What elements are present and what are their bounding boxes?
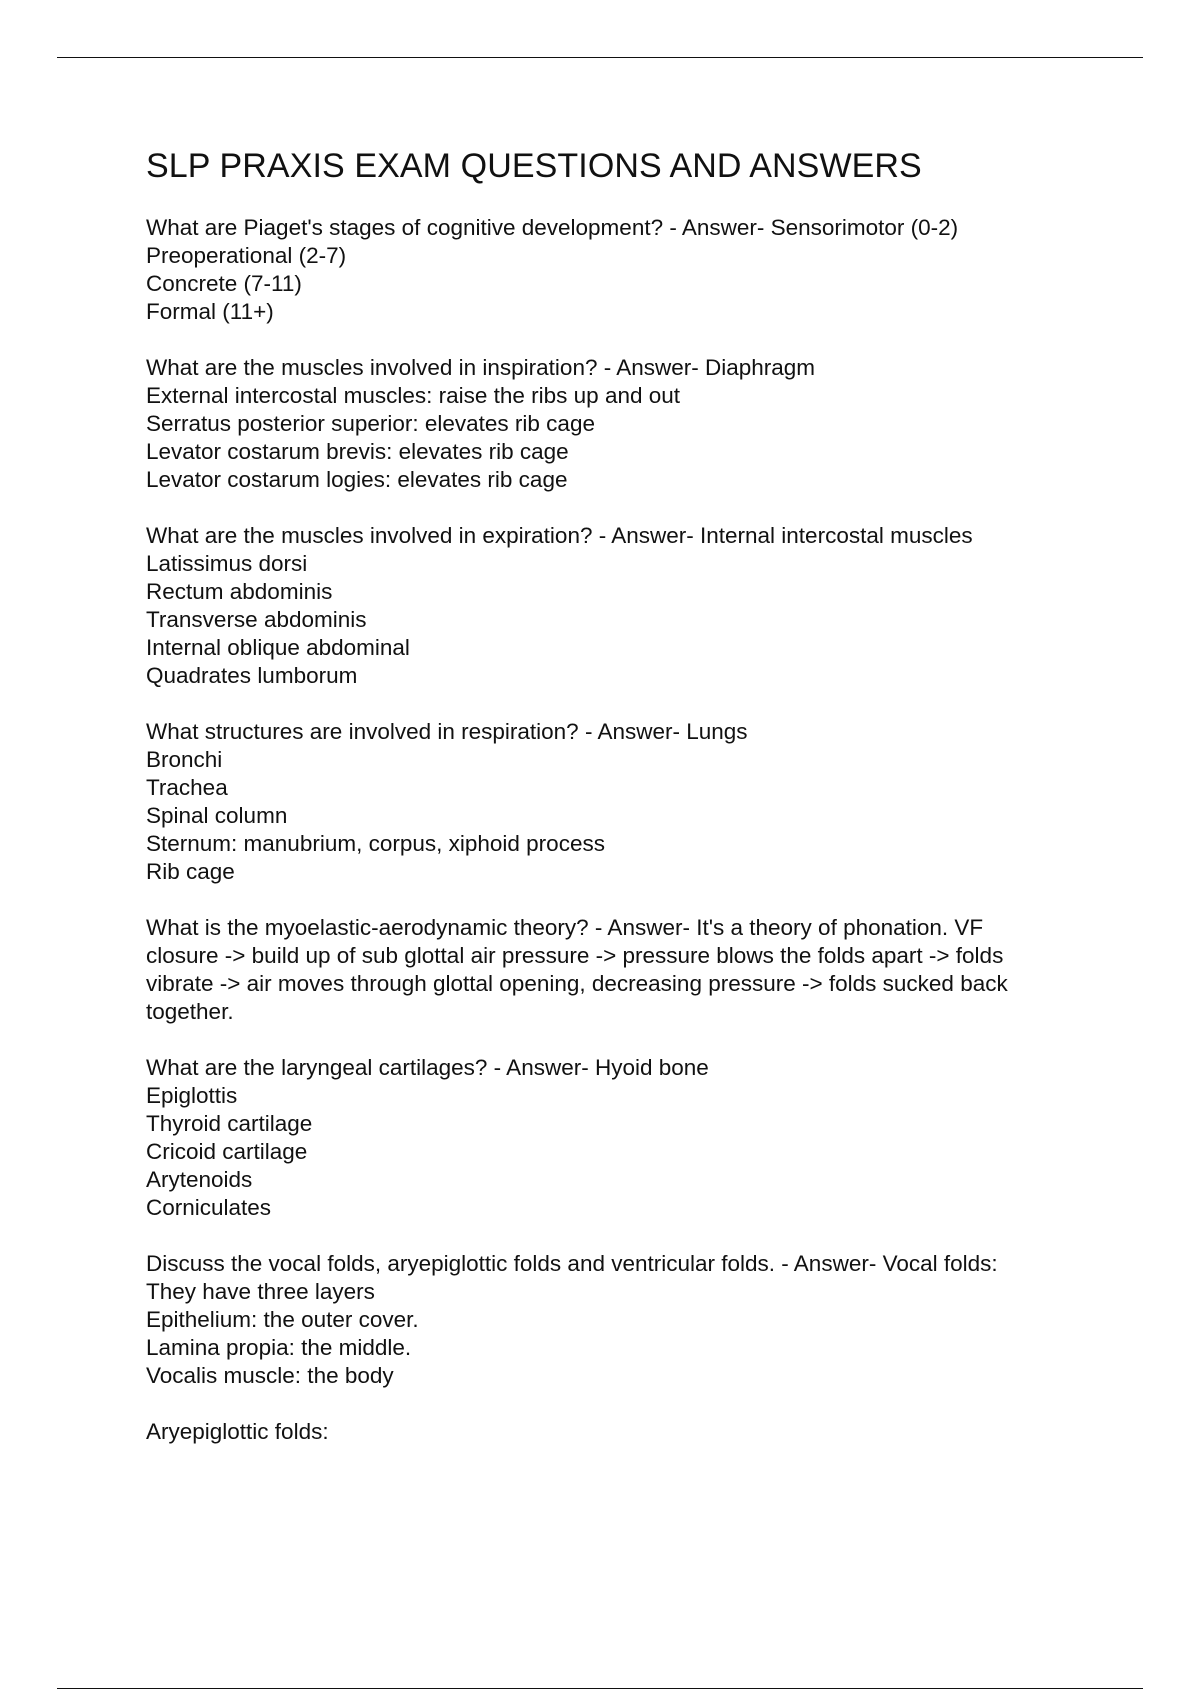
qa-line: Preoperational (2-7): [146, 243, 347, 268]
qa-block: [146, 914, 1086, 1026]
qa-line: Bronchi: [146, 747, 223, 772]
qa-block: [146, 354, 1086, 494]
qa-line: Sternum: manubrium, corpus, xiphoid process: [146, 831, 605, 856]
qa-line: They have three layers: [146, 1279, 375, 1304]
qa-line: What structures are involved in respiration? - Answer- Lungs: [146, 719, 748, 744]
qa-line: Concrete (7-11): [146, 271, 302, 296]
qa-line: Trachea: [146, 775, 228, 800]
qa-line: What are Piaget's stages of cognitive development? - Answer- Sensorimotor (0-2): [146, 215, 959, 240]
qa-line: Vocalis muscle: the body: [146, 1363, 394, 1388]
qa-line: Discuss the vocal folds, aryepiglottic folds and ventricular folds. - Answer- Vocal folds:: [146, 1251, 998, 1276]
qa-block: [146, 1418, 1086, 1446]
qa-line: Levator costarum brevis: elevates rib cage: [146, 439, 569, 464]
qa-line: Serratus posterior superior: elevates rib cage: [146, 411, 595, 436]
qa-line: Spinal column: [146, 803, 288, 828]
qa-line: What are the muscles involved in expiration? - Answer- Internal intercostal muscles: [146, 523, 973, 548]
bottom-rule: [57, 1688, 1143, 1689]
qa-line: Quadrates lumborum: [146, 663, 358, 688]
qa-line: Rectum abdominis: [146, 579, 333, 604]
qa-line: Epiglottis: [146, 1083, 238, 1108]
document-title: SLP PRAXIS EXAM QUESTIONS AND ANSWERS: [146, 147, 922, 185]
qa-line: Thyroid cartilage: [146, 1111, 313, 1136]
top-rule: [57, 57, 1143, 58]
qa-line: Epithelium: the outer cover.: [146, 1307, 419, 1332]
qa-block: [146, 522, 1086, 690]
qa-line: What is the myoelastic-aerodynamic theory? - Answer- It's a theory of phonation. VF: [146, 915, 984, 940]
qa-line: What are the muscles involved in inspiration? - Answer- Diaphragm: [146, 355, 816, 380]
qa-line: closure -> build up of sub glottal air pressure -> pressure blows the folds apart -> folds: [146, 943, 1004, 968]
qa-block: [146, 1250, 1086, 1390]
document-body: [146, 142, 1086, 1474]
qa-line: Arytenoids: [146, 1167, 253, 1192]
qa-line: Rib cage: [146, 859, 235, 884]
qa-line: What are the laryngeal cartilages? - Answer- Hyoid bone: [146, 1055, 709, 1080]
qa-line: Corniculates: [146, 1195, 272, 1220]
qa-line: Internal oblique abdominal: [146, 635, 410, 660]
qa-line: Lamina propia: the middle.: [146, 1335, 412, 1360]
qa-line: Formal (11+): [146, 299, 274, 324]
qa-line: Levator costarum logies: elevates rib cage: [146, 467, 568, 492]
qa-line: External intercostal muscles: raise the ribs up and out: [146, 383, 681, 408]
qa-block: [146, 718, 1086, 886]
qa-line: Cricoid cartilage: [146, 1139, 308, 1164]
qa-line: Latissimus dorsi: [146, 551, 308, 576]
qa-block: [146, 1054, 1086, 1222]
qa-line: Aryepiglottic folds:: [146, 1419, 329, 1444]
qa-line: Transverse abdominis: [146, 607, 367, 632]
qa-block: [146, 214, 1086, 326]
qa-line: vibrate -> air moves through glottal opening, decreasing pressure -> folds sucked back: [146, 971, 1008, 996]
qa-line: together.: [146, 999, 234, 1024]
